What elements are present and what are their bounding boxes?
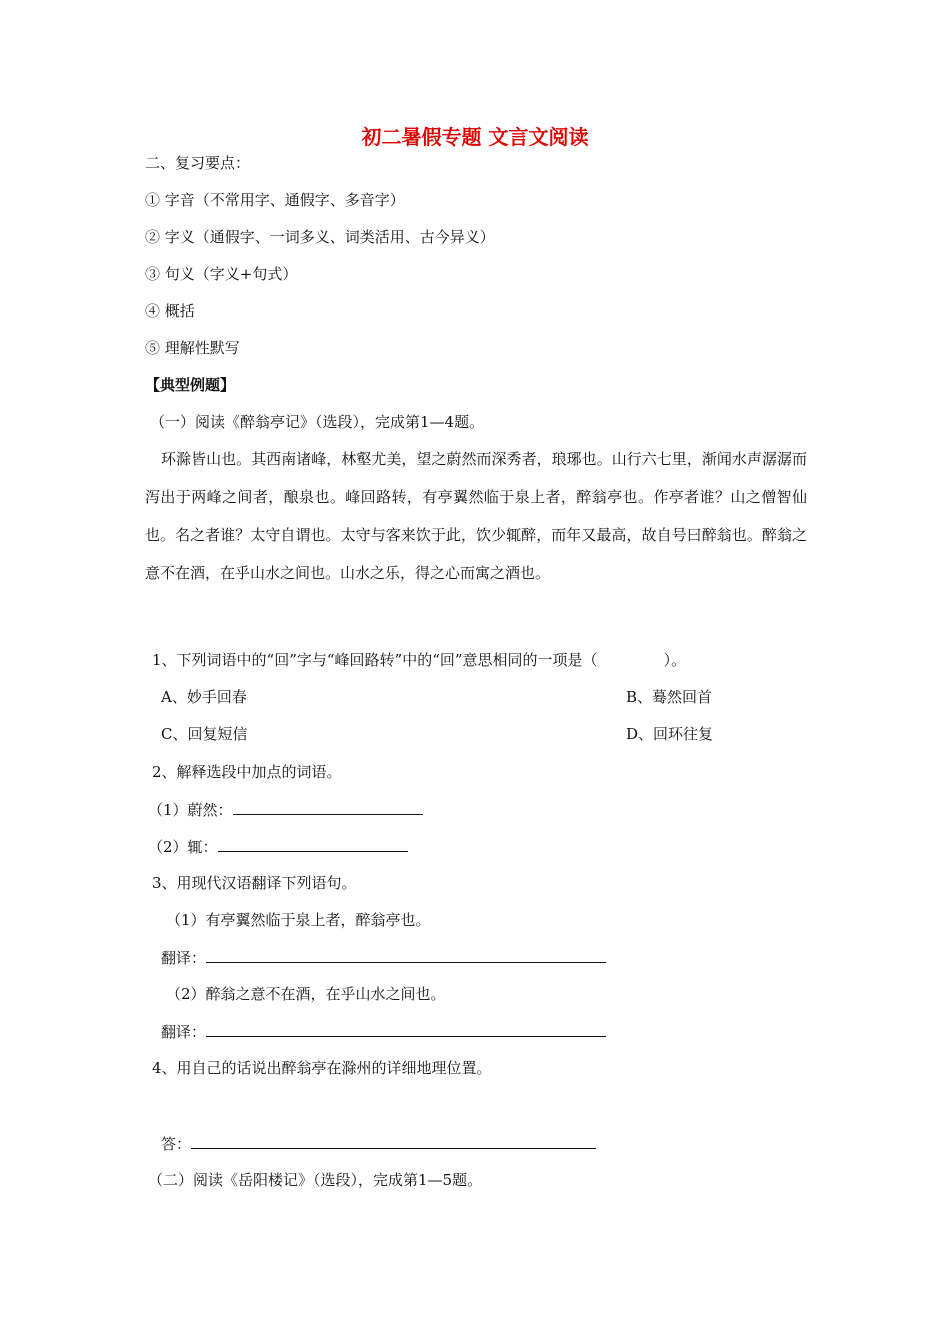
question-2-stem: 2、解释选段中加点的词语。 [152,763,342,781]
question-3-answer-1 [161,947,606,968]
page-title: 初二暑假专题 文言文阅读 [361,125,589,149]
passage-text [145,440,807,592]
question-4-stem: 4、用自己的话说出醉翁亭在滁州的详细地理位置。 [152,1059,492,1077]
review-point-2: ② 字义（通假字、一词多义、词类活用、古今异义） [145,228,495,246]
question-1-stem-end: ）。 [663,651,687,669]
review-point-3: ③ 句义（字义+句式） [145,265,298,283]
question-2-item-1-blank[interactable] [233,799,423,815]
question-2-item-2 [148,836,408,857]
examples-heading: 【典型例题】 [145,376,236,394]
question-3-answer-2 [161,1021,606,1042]
passage-body: 环滁皆山也。其西南诸峰，林壑尤美，望之蔚然而深秀者，琅琊也。山行六七里，渐闻水声潺潺而泻出于两峰之间者，酿泉也。峰回路转，有亭翼然临于泉上者，醉翁亭也。作亭者谁？山之僧智仙也。名之者谁？太守自谓也。太守与客来饮于此，饮少辄醉，而年又最高，故自号曰醉翁也。醉翁之意不在酒，在乎山水之间也。山水之乐，得之心而寓之酒也。 [145,450,807,582]
question-3-stem: 3、用现代汉语翻译下列语句。 [152,874,357,892]
question-1-stem [152,650,686,670]
question-3-item-1: （1）有亭翼然临于泉上者，醉翁亭也。 [166,911,431,929]
question-3-answer-2-label: 翻译： [161,1023,207,1041]
question-4-answer-label: 答： [161,1135,192,1153]
question-1-option-c: C、回复短信 [161,725,248,743]
question-2-item-2-blank[interactable] [218,836,408,852]
question-3-answer-1-blank[interactable] [206,947,606,963]
question-1-option-b: B、蓦然回首 [626,688,713,706]
review-heading: 二、复习要点： [145,154,251,172]
question-4-answer [161,1133,596,1154]
question-2-item-2-label: （2）辄： [148,838,218,856]
question-1-option-d: D、回环往复 [626,725,714,743]
question-2-item-1 [148,799,423,820]
question-3-answer-2-blank[interactable] [206,1021,606,1037]
question-4-answer-blank[interactable] [191,1133,596,1149]
question-3-item-2: （2）醉翁之意不在酒，在乎山水之间也。 [166,985,446,1003]
review-point-1: ① 字音（不常用字、通假字、多音字） [145,191,405,209]
review-point-5: ⑤ 理解性默写 [145,339,240,357]
question-2-item-1-label: （1）蔚然： [148,801,233,819]
question-1-option-a: A、妙手回春 [161,688,247,706]
question-3-answer-1-label: 翻译： [161,949,207,967]
review-point-4: ④ 概括 [145,302,195,320]
section1-intro: （一）阅读《醉翁亭记》（选段），完成第1—4题。 [150,413,485,431]
question-1-stem-text: 1、下列词语中的“回”字与“峰回路转”中的“回”意思相同的一项是（ [152,651,598,669]
section2-intro: （二）阅读《岳阳楼记》（选段），完成第1—5题。 [148,1171,483,1189]
